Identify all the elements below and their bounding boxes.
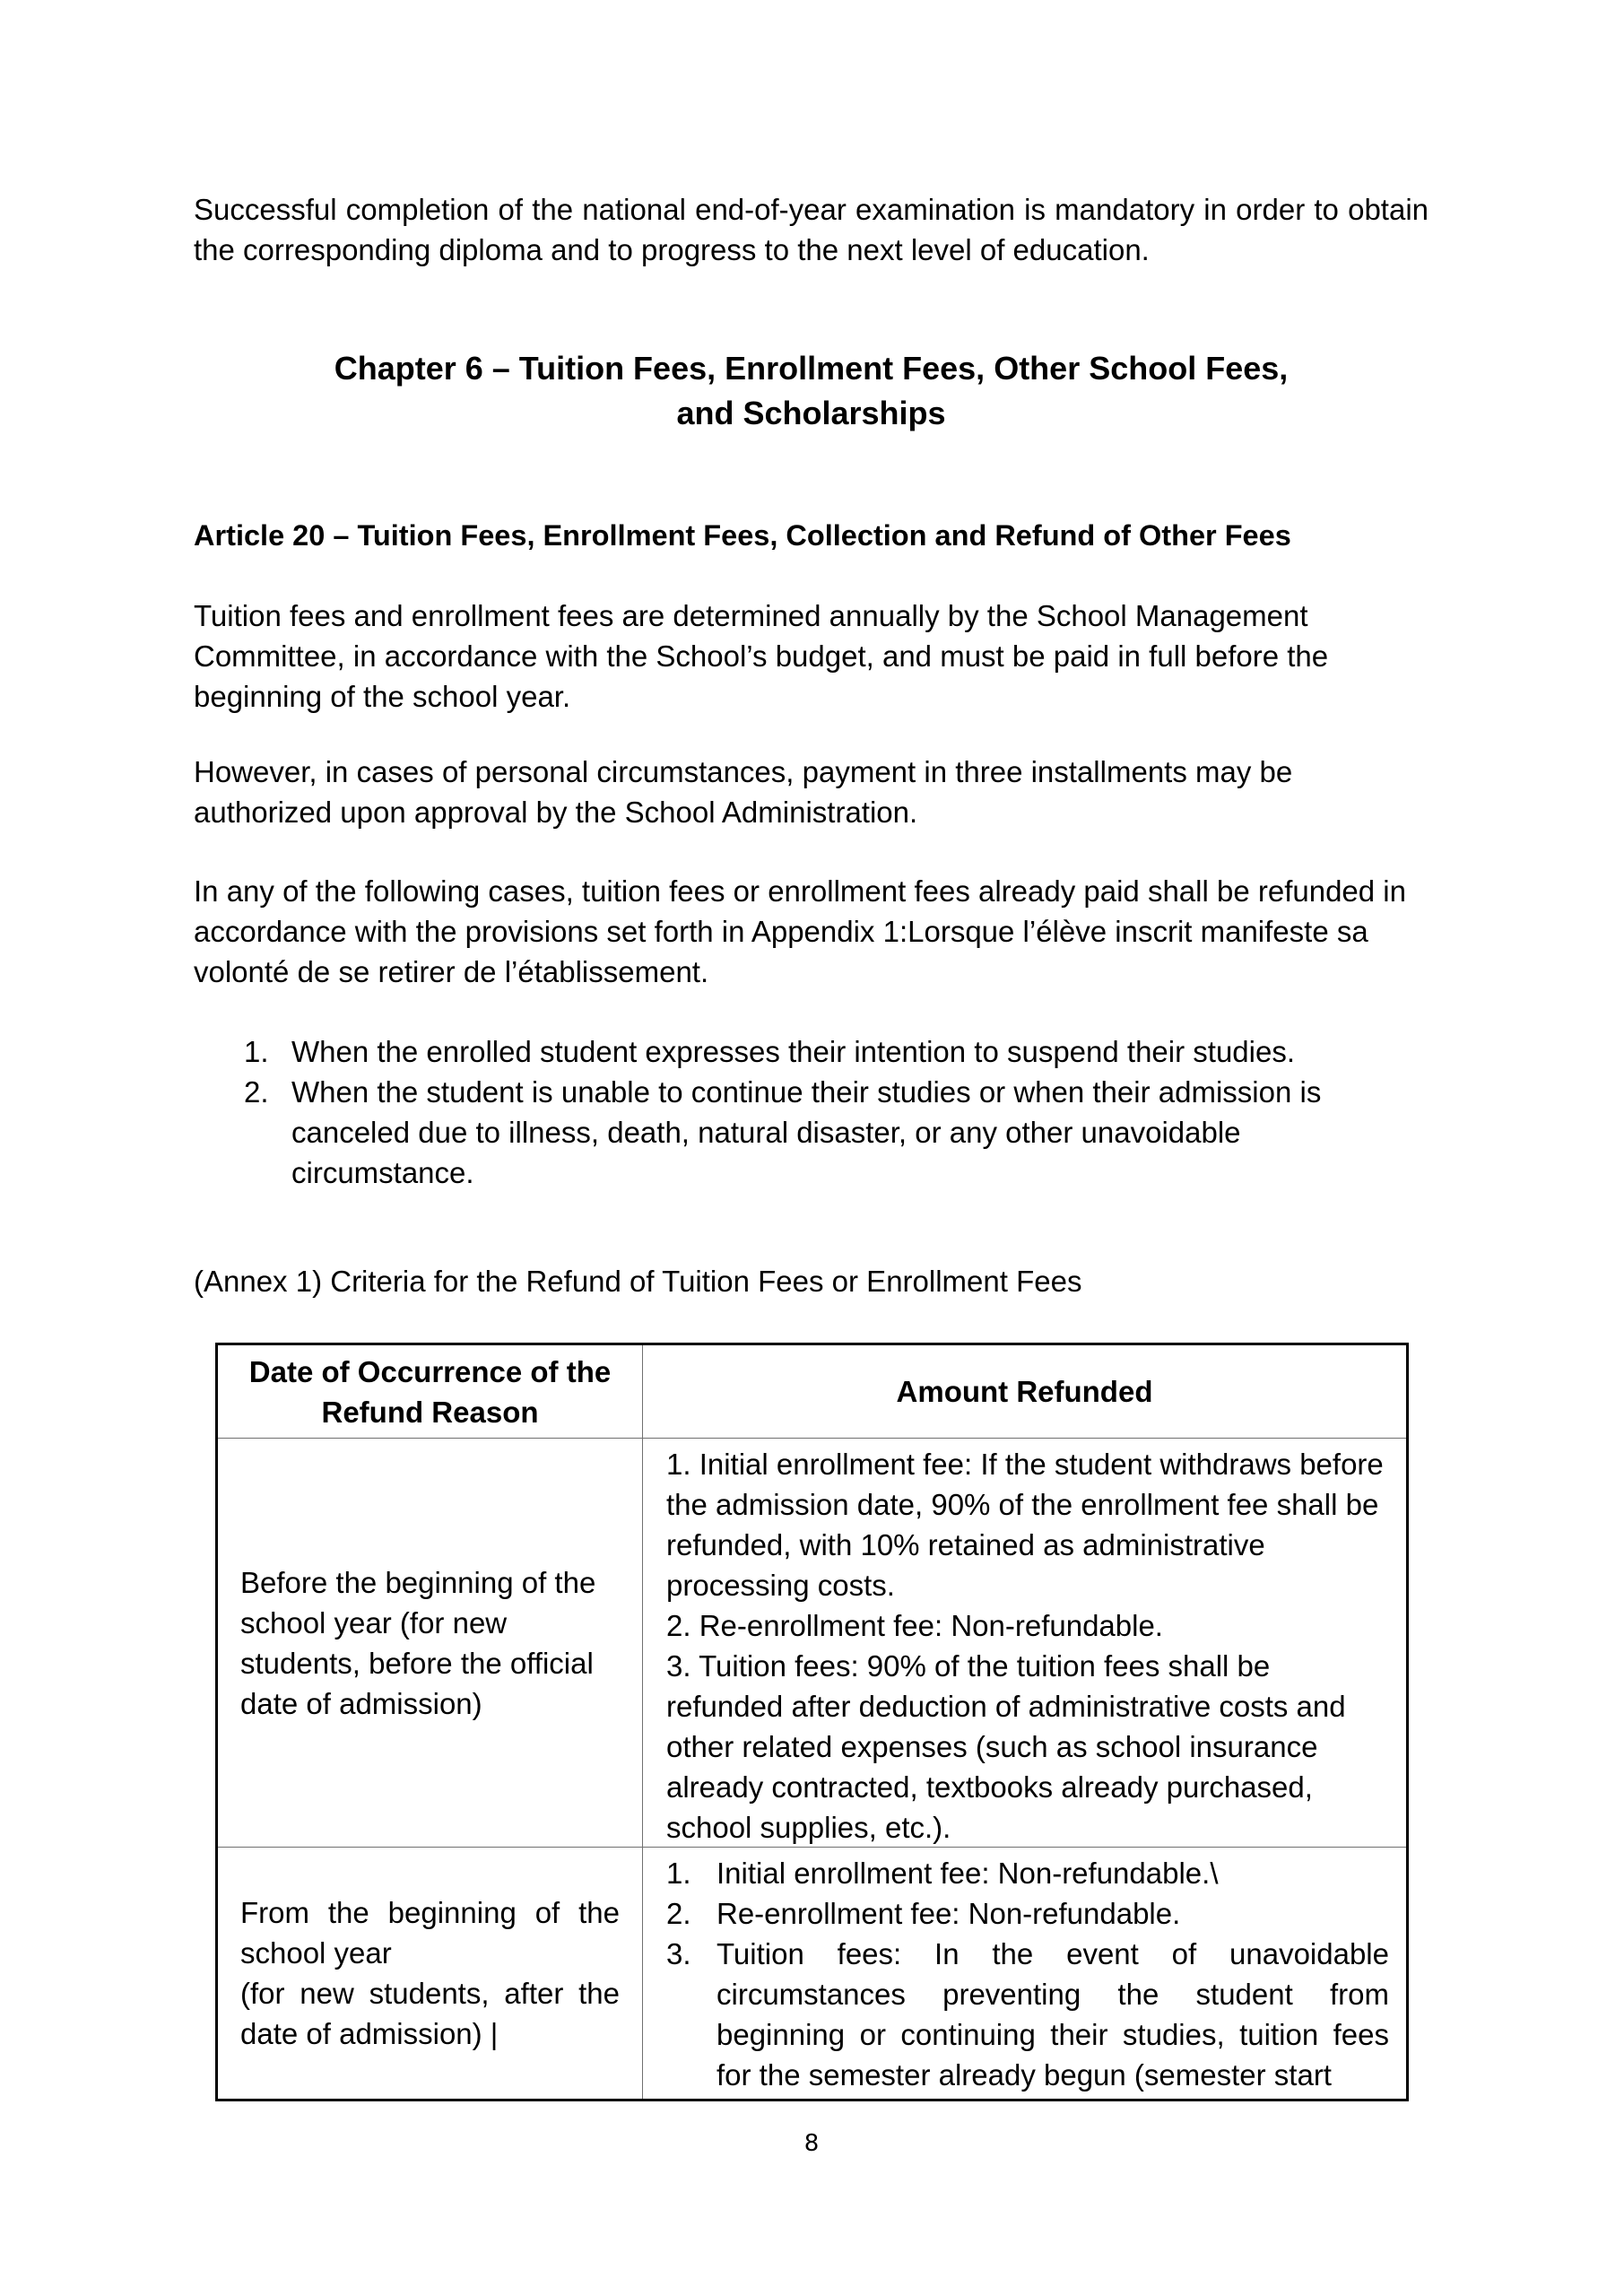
amount-item-number: 2. [666, 1897, 691, 1930]
refund-criteria-table [215, 1343, 1409, 2101]
table-header-date [218, 1345, 642, 1438]
cell-line: date of admission) [240, 1686, 482, 1720]
table-cell-date [218, 1848, 642, 2099]
table-cell-amount [643, 1848, 1406, 2099]
list-item-text: When the enrolled student expresses their intention to suspend their studies. [291, 1035, 1296, 1068]
list-item [194, 1031, 1429, 1072]
cell-line: students, before the official [240, 1646, 594, 1680]
table-cell-date [218, 1439, 642, 1847]
amount-item: 1. Initial enrollment fee: If the student withdraws before the admission date, 90% of the enrollment fee shall be refunded, with 10% retained as administrative processing costs. [666, 1448, 1384, 1602]
table-header-amount [643, 1345, 1406, 1438]
amount-item-text: Re-enrollment fee: Non-refundable. [716, 1897, 1181, 1930]
annex-title: (Annex 1) Criteria for the Refund of Tuition Fees or Enrollment Fees [194, 1265, 1082, 1298]
chapter-title [194, 346, 1429, 436]
cell-line: From the beginning of the [240, 1896, 620, 1929]
paragraph-fees-determination: Tuition fees and enrollment fees are determined annually by the School Management Committee, in accordance with the School’s budget, and must be paid in full before the beginning of the school year. [194, 599, 1329, 713]
amount-item-text: Initial enrollment fee: Non-refundable.\ [716, 1857, 1219, 1890]
amount-item: 2. Re-enrollment fee: Non-refundable. [666, 1609, 1163, 1642]
intro-paragraph: Successful completion of the national end-of-year examination is mandatory in order to obtain the corresponding diploma and to progress to the next level of education. [194, 193, 1429, 266]
list-item-text: When the student is unable to continue their studies or when their admission is canceled due to illness, death, natural disaster, or any other unavoidable circumstance. [291, 1075, 1322, 1189]
chapter-title-line-1: Chapter 6 – Tuition Fees, Enrollment Fees, Other School Fees, [334, 350, 1289, 387]
cell-line: school year (for new [240, 1605, 508, 1639]
list-item-number: 1. [244, 1035, 269, 1068]
chapter-title-line-2: and Scholarships [676, 395, 946, 431]
cell-line: school year [240, 1936, 392, 1970]
refund-cases-list [194, 1031, 1429, 1193]
list-item-number: 2. [244, 1075, 269, 1109]
article-title: Article 20 – Tuition Fees, Enrollment Fees, Collection and Refund of Other Fees [194, 519, 1291, 552]
table-header-date-label: Date of Occurrence of the Refund Reason [248, 1354, 612, 1429]
amount-item [666, 1934, 1389, 2095]
paragraph-refund-cases: In any of the following cases, tuition fees or enrollment fees already paid shall be refunded in accordance with the provisions set forth in Appendix 1:Lorsque l’élève inscrit manifeste sa volonté de se retirer de l’établissement. [194, 874, 1406, 988]
cell-line: date of admission) | [240, 2017, 499, 2050]
page-number: 8 [803, 2130, 820, 2157]
table-cell-amount [643, 1439, 1406, 1847]
amount-item [666, 1853, 1389, 1893]
amount-list [666, 1853, 1389, 2095]
amount-list [666, 1444, 1388, 1847]
amount-item-number: 1. [666, 1857, 691, 1890]
cell-line: (for new students, after the [240, 1977, 620, 2010]
list-item [194, 1072, 1429, 1193]
paragraph-installments: However, in cases of personal circumstances, payment in three installments may be authorized upon approval by the School Administration. [194, 755, 1293, 829]
amount-item-text: Tuition fees: In the event of unavoidable circumstances preventing the student from beginning or continuing their studies, tuition fees for the semester already begun (semester start [716, 1937, 1389, 2092]
amount-item: 3. Tuition fees: 90% of the tuition fees shall be refunded after deduction of administrative costs and other related expenses (such as school insurance already contracted, textbooks already purchased, school supplies, etc.). [666, 1649, 1346, 1844]
table-header-amount-label: Amount Refunded [896, 1375, 1153, 1408]
amount-item-number: 3. [666, 1937, 691, 1970]
cell-line: Before the beginning of the [240, 1565, 596, 1599]
amount-item [666, 1893, 1389, 1934]
